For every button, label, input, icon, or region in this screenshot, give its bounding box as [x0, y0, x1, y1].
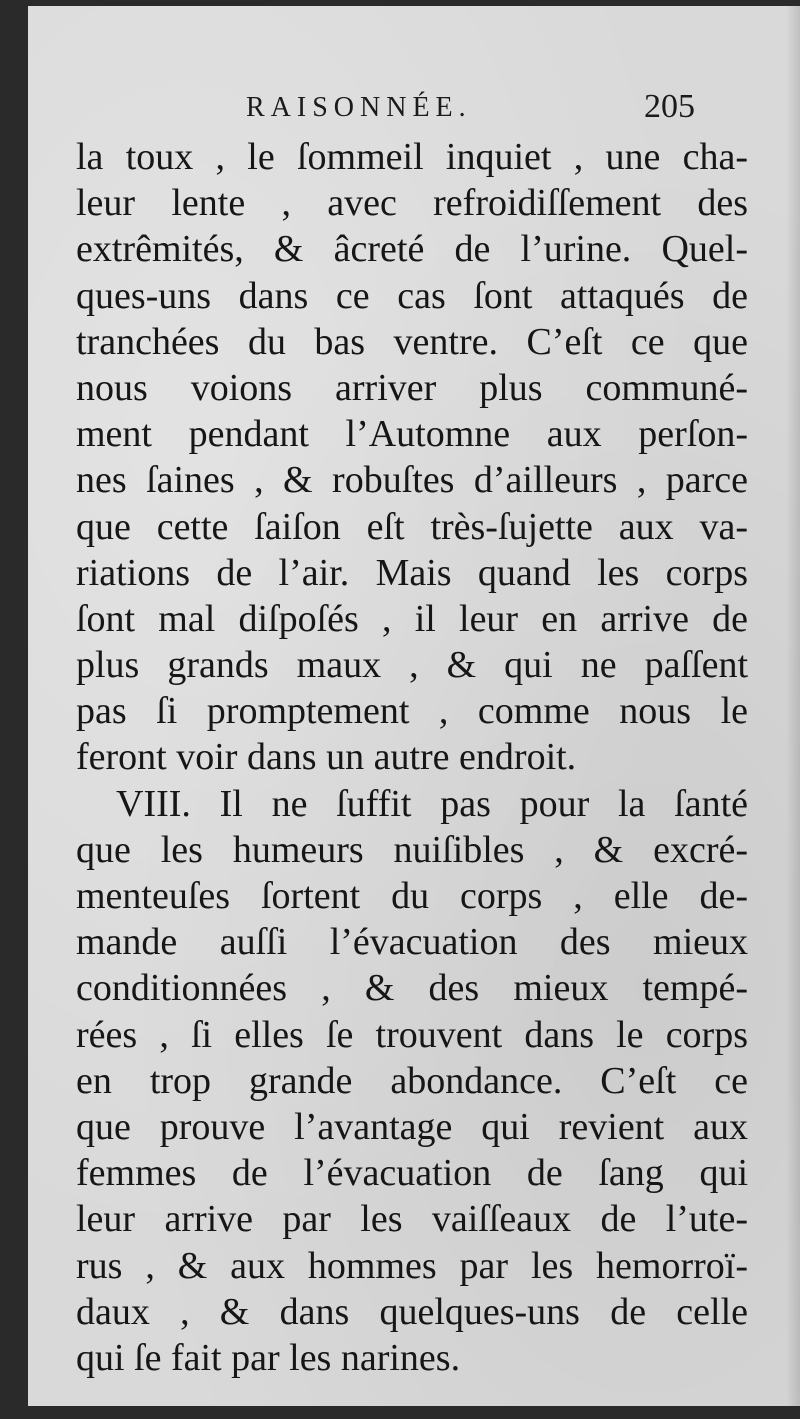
page-header [28, 88, 800, 132]
running-head: RAISONNÉE. [246, 92, 472, 123]
page-number: 205 [644, 88, 695, 125]
text-line: daux , & dans quelques-uns de celle [76, 1290, 748, 1333]
text-line: feront voir dans un autre endroit. [76, 736, 577, 779]
text-line: ſont mal diſpoſés , il leur en arrive de [76, 597, 748, 640]
paragraph-1 [76, 134, 748, 781]
text-line: ment pendant l’Automne aux perſon- [76, 413, 748, 456]
book-page [28, 6, 800, 1406]
page-edge-shadow [786, 6, 800, 1406]
text-line: extrêmités, & âcreté de l’urine. Quel- [76, 228, 748, 271]
text-line: en trop grande abondance. C’eſt ce [76, 1059, 748, 1102]
text-line: que cette ſaiſon eſt très-ſujette aux va- [76, 505, 748, 548]
text-line: rus , & aux hommes par les hemorroï- [76, 1244, 748, 1287]
paragraph-2 [76, 781, 748, 1381]
body-text [76, 134, 748, 1381]
text-line: nes ſaines , & robuſtes d’ailleurs , parce [76, 459, 748, 502]
text-line: plus grands maux , & qui ne paſſent [76, 644, 748, 687]
text-line: leur arrive par les vaiſſeaux de l’ute- [76, 1198, 748, 1241]
text-line: ques-uns dans ce cas ſont attaqués de [76, 274, 748, 317]
text-line: menteuſes ſortent du corps , elle de- [76, 875, 748, 917]
text-line: pas ſi promptement , comme nous le [76, 690, 748, 733]
text-line: la toux , le ſommeil inquiet , une cha- [76, 136, 748, 178]
text-line: nous voions arriver plus communé- [76, 366, 748, 409]
text-line: que prouve l’avantage qui revient aux [76, 1105, 748, 1148]
text-line: mande auſſi l’évacuation des mieux [76, 921, 748, 964]
text-line: VIII. Il ne ſuffit pas pour la ſanté [116, 782, 748, 825]
text-line: tranchées du bas ventre. C’eſt ce que [76, 320, 748, 363]
text-line: riations de l’air. Mais quand les corps [76, 551, 748, 594]
text-line: leur lente , avec refroidiſſement des [76, 182, 748, 225]
text-line: qui ſe fait par les narines. [76, 1336, 461, 1379]
text-line: que les humeurs nuiſibles , & excré- [76, 828, 748, 871]
text-line: femmes de l’évacuation de ſang qui [76, 1152, 748, 1195]
text-line: rées , ſi elles ſe trouvent dans le corps [76, 1013, 748, 1056]
text-line: conditionnées , & des mieux tempé- [76, 967, 748, 1010]
